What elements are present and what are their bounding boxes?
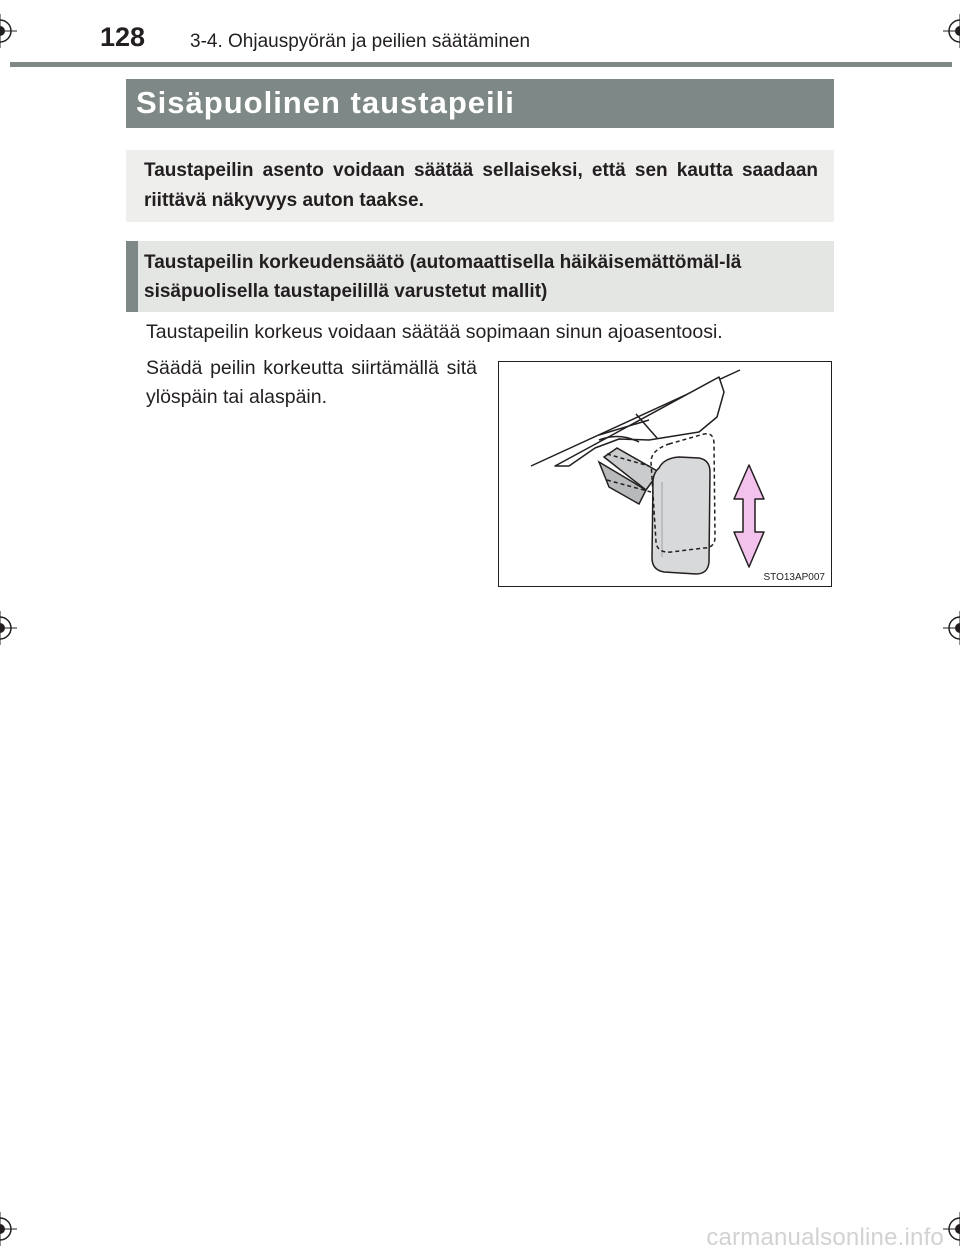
registration-mark-mid-right bbox=[943, 611, 960, 645]
registration-mark-top-right bbox=[943, 14, 960, 48]
roof-housing bbox=[555, 377, 724, 466]
instruction-paragraph: Säädä peilin korkeutta siirtämällä sitä ylöspäin tai alaspäin. bbox=[146, 357, 477, 408]
up-down-arrow bbox=[734, 465, 764, 567]
subsection-heading-box bbox=[126, 241, 834, 312]
registration-mark-top-left bbox=[0, 14, 17, 48]
title-band bbox=[126, 79, 834, 128]
intro-box bbox=[126, 150, 834, 222]
page-title: Sisäpuolinen taustapeili bbox=[136, 85, 515, 120]
intro-text: Taustapeilin asento voidaan säätää sellaiseksi, että sen kautta saadaan riittävä näkyvyys auton taakse. bbox=[144, 160, 818, 211]
mirror-drawing bbox=[499, 362, 830, 585]
page-number: 128 bbox=[100, 22, 146, 52]
header-rule bbox=[10, 62, 952, 67]
body-paragraph: Taustapeilin korkeus voidaan säätää sopimaan sinun ajoasentoosi. bbox=[146, 321, 723, 343]
registration-mark-bottom-left bbox=[0, 1212, 17, 1246]
watermark: carmanualsonline.info bbox=[706, 1224, 944, 1251]
registration-mark-bottom-right bbox=[943, 1212, 960, 1246]
figure-code: STO13AP007 bbox=[763, 572, 825, 583]
subsection-heading: Taustapeilin korkeudensäätö (automaattisella häikäisemättömäl-lä sisäpuolisella taustapeilillä varustetut mallit) bbox=[144, 252, 742, 302]
registration-mark-mid-left bbox=[0, 611, 17, 645]
mirror-illustration bbox=[498, 361, 832, 587]
mirror-body bbox=[652, 457, 710, 574]
section-title: 3-4. Ohjauspyörän ja peilien säätäminen bbox=[190, 31, 531, 52]
